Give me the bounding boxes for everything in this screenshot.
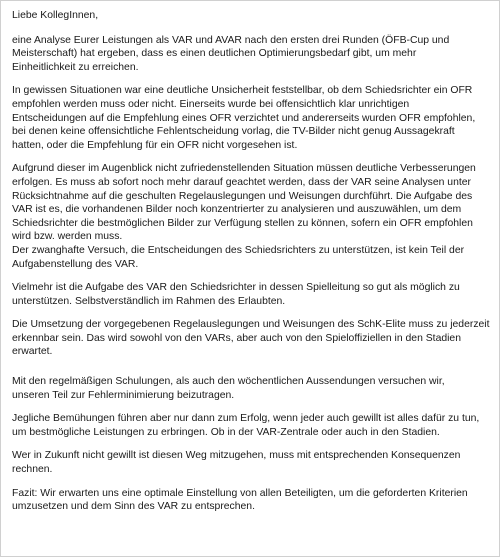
text-line: eine Analyse Eurer Leistungen als VAR und AVAR nach den ersten drei Runden (ÖFB-Cup und (12, 34, 450, 46)
paragraph-implementation (12, 318, 491, 359)
text-line: Wer in Zukunft nicht gewillt ist diesen Weg mitzugehen, muss mit entsprechenden Konsequenzen (12, 450, 461, 462)
text-line: erkennbar sein. Das wird sowohl von den VARs, aber auch von den Spieloffiziellen in den Stadien (12, 332, 461, 344)
letter-salutation: Liebe KollegInnen, (12, 10, 99, 21)
paragraph-consequences (12, 449, 491, 476)
text-line: Der zwanghafte Versuch, die Entscheidungen des Schiedsrichters zu unterstützen, ist kein Teil der (12, 244, 465, 256)
paragraph-efforts (12, 412, 491, 439)
text-line: um bestmögliche Leistungen zu erbringen. Ob in der VAR-Zentrale oder auch in den Stadien. (12, 426, 440, 438)
paragraph-uncertainty (12, 84, 491, 152)
text-line: unseren Teil zur Fehlerminimierung beizutragen. (12, 389, 235, 401)
text-line: Rücksichtnahme auf die geschulten Regelauslegungen und Weisungen durchführt. Die Aufgabe des (12, 190, 473, 202)
paragraph-improvements (12, 162, 491, 244)
text-line: Aufgabenstellung des VAR. (12, 258, 139, 270)
text-line: erfolgen. Es muss ab sofort noch mehr darauf geachtet werden, dass der VAR seine Analysen unter (12, 176, 471, 188)
text-line: rechnen. (12, 464, 53, 476)
text-line: Einheitlichkeit zu erreichen. (12, 61, 139, 73)
text-line: VAR ist es, die vorhandenen Bilder noch konzentrierter zu analysieren und auszuwählen, um dem (12, 204, 462, 216)
text-line: Meisterschaft) hat ergeben, dass es einen deutlichen Optimierungsbedarf gibt, um mehr (12, 48, 417, 60)
paragraph-analysis (12, 34, 491, 75)
text-line: Jegliche Bemühungen führen aber nur dann zum Erfolg, wenn jeder auch gewillt ist alles dafür zu tun, (12, 413, 480, 425)
text-line: Schiedsrichter die bestmöglichen Bilder zur Verfügung stellen zu können, sofern ein OFR empfohlen (12, 217, 473, 229)
text-line: Aufgrund dieser im Augenblick nicht zufriedenstellenden Situation müssen deutliche Verbesserungen (12, 163, 476, 175)
text-line: Die Umsetzung der vorgegebenen Regelauslegungen und Weisungen des SchK-Elite muss zu jederzeit (12, 319, 490, 331)
text-line: hatten, oder die Empfehlung für ein OFR nicht vorgesehen ist. (12, 139, 298, 151)
text-line: Vielmehr ist die Aufgabe des VAR den Schiedsrichter in dessen Spielleitung so gut als möglich zu (12, 282, 460, 294)
paragraph-trainings (12, 375, 491, 402)
text-line: Entscheidungen auf die Empfehlung eines OFR verzichtet und andererseits wurden OFR empfohlen, (12, 112, 476, 124)
text-line: Mit den regelmäßigen Schulungen, als auch den wöchentlichen Aussendungen versuchen wir, (12, 376, 445, 388)
paragraph-conclusion (12, 487, 491, 514)
text-line: In gewissen Situationen war eine deutliche Unsicherheit feststellbar, ob dem Schiedsrichter ein OFR (12, 85, 473, 97)
paragraph-var-task (12, 281, 491, 308)
text-line: Fazit: Wir erwarten uns eine optimale Einstellung von allen Beteiligten, um die geforderten Kriterien (12, 487, 468, 499)
text-line: unterstützen. Selbstverständlich im Rahmen des Erlaubten. (12, 295, 286, 307)
paragraph-forced-support (12, 244, 491, 271)
text-line: erwartet. (12, 346, 53, 358)
text-line: wird bzw. werden muss. (12, 231, 123, 243)
text-line: umzusetzen und dem Sinn des VAR zu entsprechen. (12, 501, 255, 513)
text-line: bei denen keine offensichtliche Fehlentscheidung vorlag, die TV-Bilder nicht genug Aussagekraft (12, 126, 455, 138)
text-line: empfohlen werden muss oder nicht. Einerseits wurde bei offensichtlich klar unrichtigen (12, 98, 410, 110)
